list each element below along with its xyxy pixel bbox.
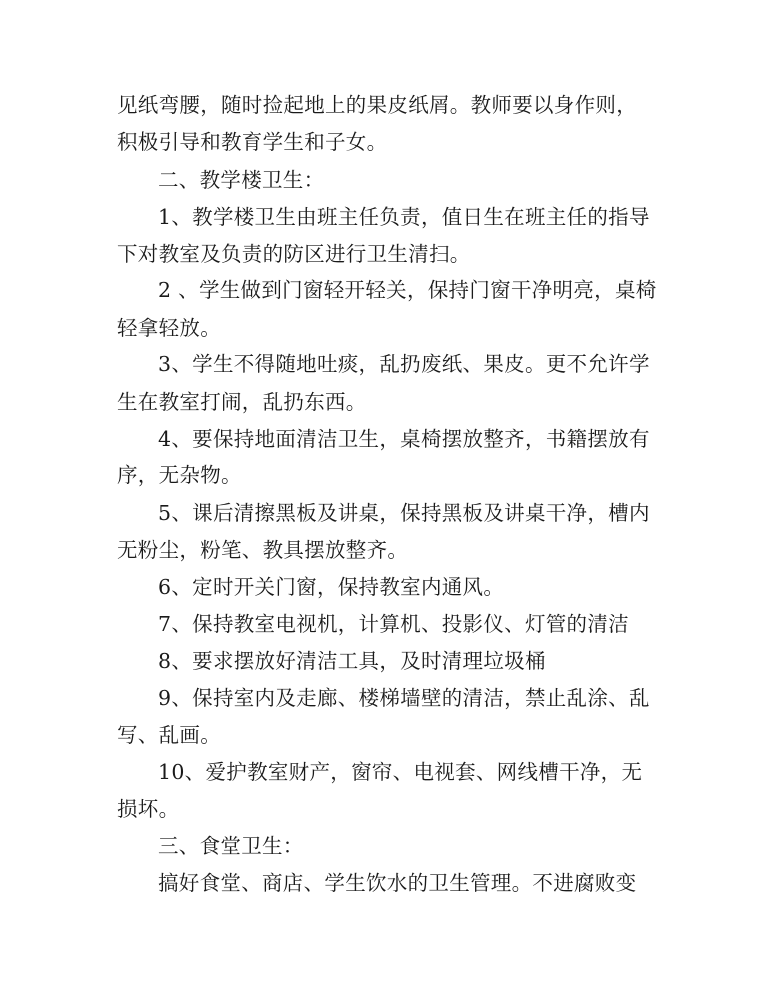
text-line: 积极引导和教育学生和子女。: [117, 130, 388, 154]
text-line: 9、保持室内及走廊、楼梯墙壁的清洁，禁止乱涂、乱: [158, 686, 650, 710]
section-heading: 二、教学楼卫生：: [158, 168, 325, 192]
section-heading: 三、食堂卫生：: [158, 834, 304, 858]
text-line: 见纸弯腰，随时捡起地上的果皮纸屑。教师要以身作则，: [117, 93, 637, 117]
text-line: 3、学生不得随地吐痰，乱扔废纸、果皮。更不允许学: [158, 352, 650, 376]
text-line: 搞好食堂、商店、学生饮水的卫生管理。不进腐败变: [158, 871, 637, 895]
text-line: 轻拿轻放。: [117, 316, 221, 340]
text-line: 无粉尘，粉笔、教具摆放整齐。: [117, 538, 409, 562]
text-line: 5、课后清擦黑板及讲桌，保持黑板及讲桌干净，槽内: [158, 501, 650, 525]
text-line: 写、乱画。: [117, 723, 221, 747]
text-line: 序，无杂物。: [117, 463, 242, 487]
text-line: 下对教室及负责的防区进行卫生清扫。: [117, 242, 471, 266]
text-line: 8、要求摆放好清洁工具，及时清理垃圾桶: [158, 649, 546, 673]
text-line: 6、定时开关门窗，保持教室内通风。: [158, 575, 505, 599]
text-line: 4、要保持地面清洁卫生，桌椅摆放整齐，书籍摆放有: [158, 427, 650, 451]
text-line: 7、保持教室电视机，计算机、投影仪、灯管的清洁: [158, 612, 629, 636]
text-line: 1、教学楼卫生由班主任负责，值日生在班主任的指导: [158, 205, 650, 229]
text-line: 10、爱护教室财产，窗帘、电视套、网线槽干净，无: [158, 760, 643, 784]
text-line: 2 、学生做到门窗轻开轻关，保持门窗干净明亮，桌椅: [158, 278, 657, 302]
text-line: 损坏。: [117, 797, 180, 821]
text-line: 生在教室打闹，乱扔东西。: [117, 390, 367, 414]
